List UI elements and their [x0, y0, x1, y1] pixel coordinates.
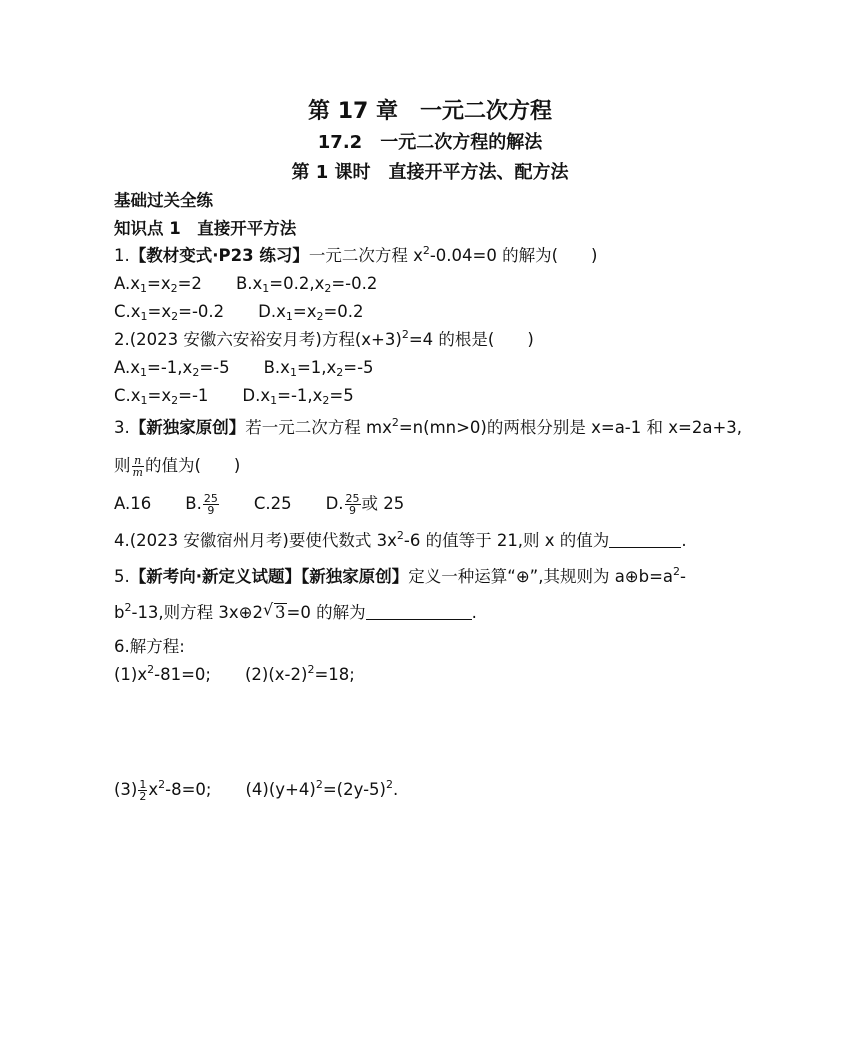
stem-text: 一元二次方程 x — [308, 246, 423, 265]
part-2: $(2)(x-2)^2=18$; — [244, 663, 355, 684]
question-1-stem — [114, 245, 597, 267]
question-number: 3. — [114, 418, 130, 437]
stem-text: . — [471, 603, 477, 622]
section-title: 17.2 一元二次方程的解法 — [317, 132, 543, 153]
superscript: 2 — [401, 328, 409, 341]
heading-knowledge-point-1: 知识点 1 直接开平方法 — [114, 219, 297, 238]
lesson-title: 第 1 课时 直接开平方法、配方法 — [291, 162, 569, 183]
stem-text: b — [114, 603, 125, 622]
question-3-stem-line-2 — [114, 455, 240, 478]
option-d: $D.x_1=x_2=0.2$ — [258, 302, 364, 323]
stem-text: =n(mn>0)的两根分别是 x=a-1 和 x=2a+3, — [398, 418, 743, 437]
stem-text: =0 的解为 — [286, 603, 366, 622]
question-6-parts-1-2 — [114, 664, 355, 686]
question-5-stem-line-2 — [114, 602, 477, 624]
question-tag: 【新考向·新定义试题】【新独家原创】 — [129, 567, 409, 586]
question-number: 5. — [114, 567, 130, 586]
stem-text: 定义一种运算“⊕”,其规则为 a⊕b=a — [408, 567, 674, 586]
fraction-n-over-m: $\frac{n}{m}$ — [132, 454, 143, 479]
option-d: $D.x_1=-1,x_2=5$ — [242, 386, 354, 407]
option-b: B. $\frac{25}{9}$ — [185, 492, 218, 517]
question-4-stem — [114, 530, 687, 552]
question-tag: 【新独家原创】 — [129, 418, 246, 437]
stem-text: =4 的根是( ) — [408, 330, 534, 349]
part-3: (3) $\frac{1}{2}$ $x^2-8=0$; — [114, 778, 212, 803]
superscript: 2 — [391, 416, 399, 429]
question-1-options-cd — [114, 301, 364, 323]
superscript: 2 — [124, 601, 132, 614]
stem-text: 4.(2023 安徽宿州月考)要使代数式 3x — [114, 531, 397, 550]
fraction-25-over-9: $\frac{25}{9}$ — [203, 492, 218, 517]
stem-text: 的值为( ) — [144, 456, 241, 475]
answer-blank[interactable] — [609, 531, 681, 548]
stem-text: -6 的值等于 21,则 x 的值为 — [403, 531, 610, 550]
heading-basic: 基础过关全练 — [114, 191, 213, 210]
option-a: $A.x_1=x_2=2$ — [114, 274, 202, 295]
question-3-options — [114, 493, 404, 516]
superscript: 2 — [673, 565, 681, 578]
answer-blank[interactable] — [366, 603, 472, 620]
question-6-parts-3-4 — [114, 779, 398, 802]
question-2-options-ab — [114, 357, 374, 379]
question-2-stem — [114, 329, 534, 351]
option-c: $C.x_1=x_2=-0.2$ — [114, 302, 225, 323]
option-c: C.25 — [253, 494, 292, 513]
option-b: $B.x_1=0.2,x_2=-0.2$ — [235, 274, 378, 295]
option-c: $C.x_1=x_2=-1$ — [114, 386, 209, 407]
fraction-25-over-9: $\frac{25}{9}$ — [345, 492, 360, 517]
question-tag: 【教材变式·P23 练习】 — [129, 246, 309, 265]
stem-text: - — [680, 567, 687, 586]
stem-text: . — [681, 531, 687, 550]
superscript: 2 — [396, 529, 404, 542]
square-root: √ 3 — [263, 600, 286, 622]
option-a: $A.x_1=-1,x_2=-5$ — [114, 358, 230, 379]
fraction-1-over-2: $\frac{1}{2}$ — [139, 778, 147, 803]
stem-text: -13,则方程 3x⊕2 — [131, 603, 264, 622]
stem-text: 则 — [114, 456, 131, 475]
question-6-stem: 6.解方程: — [114, 637, 185, 656]
option-b: $B.x_1=1,x_2=-5$ — [263, 358, 374, 379]
part-1: $(1)x^2-81=0$; — [114, 663, 211, 684]
question-5-stem — [114, 566, 686, 588]
stem-text: -0.04=0 的解为( ) — [429, 246, 598, 265]
option-d: D. $\frac{25}{9}$ 或 25 — [325, 492, 405, 517]
stem-text: 若一元二次方程 mx — [245, 418, 392, 437]
superscript: 2 — [422, 244, 430, 257]
question-1-options-ab — [114, 273, 377, 295]
option-a: A.16 — [114, 494, 152, 513]
question-number: 1. — [114, 246, 130, 265]
question-2-options-cd — [114, 385, 354, 407]
chapter-title: 第 17 章 一元二次方程 — [308, 99, 552, 124]
question-3-stem — [114, 417, 742, 439]
part-4: $(4)(y+4)^2=(2y-5)^2$. — [245, 778, 399, 799]
stem-text: 2.(2023 安徽六安裕安月考)方程(x+3) — [114, 330, 402, 349]
